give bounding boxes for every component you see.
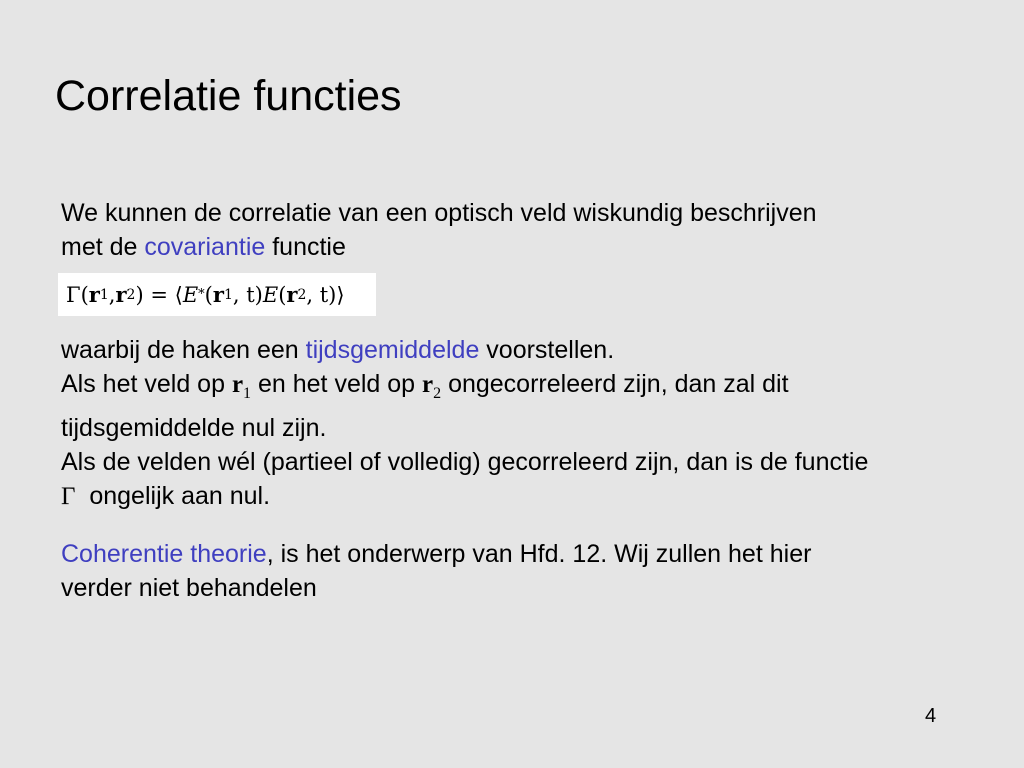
explanation-line-2-c: ongecorreleerd zijn, dan zal dit	[441, 370, 789, 398]
coherence-line-2: verder niet behandelen	[61, 574, 317, 602]
formula-r2b-sub: 2	[297, 286, 307, 303]
intro-line-2-post: functie	[265, 233, 346, 261]
formula-r1b: r	[212, 282, 224, 307]
formula-star: *	[198, 287, 205, 302]
formula-r2-sub: 2	[126, 286, 136, 303]
page-number: 4	[925, 705, 937, 727]
formula-open2: (	[204, 282, 213, 307]
covariance-formula	[58, 273, 376, 316]
slide-title: Correlatie functies	[55, 72, 402, 120]
intro-paragraph	[61, 196, 1011, 264]
explanation-line-2-a: Als het veld op	[61, 370, 232, 398]
coherence-line-1	[61, 537, 1011, 571]
formula-e-star: E	[182, 282, 199, 307]
explanation-line-2-b: en het veld op	[251, 370, 423, 398]
covariantie-term: covariantie	[144, 233, 266, 261]
r2-symbol-sub: 2	[433, 385, 442, 402]
explanation-line-4: Als de velden wél (partieel of volledig) gecorreleerd zijn, dan is de functie	[61, 448, 869, 476]
formula-gamma: Γ	[66, 282, 81, 307]
tijdsgemiddelde-term: tijdsgemiddelde	[305, 336, 480, 364]
formula-r1b-sub: 1	[223, 286, 233, 303]
r2-symbol: r	[422, 371, 434, 398]
formula-r1-sub: 1	[99, 286, 109, 303]
intro-line-2-pre: met de	[61, 233, 145, 261]
formula-r2: r	[115, 282, 127, 307]
coherence-paragraph	[61, 537, 1011, 605]
formula-open: (	[80, 282, 89, 307]
formula-close-eq: ) = ⟨	[135, 282, 183, 307]
formula-open3: (	[278, 282, 287, 307]
formula-comma: ,	[108, 282, 116, 307]
explanation-line-1-post: voorstellen.	[479, 336, 615, 364]
r1-symbol: r	[231, 371, 244, 398]
coherentie-theorie-term: Coherentie theorie	[61, 540, 267, 568]
formula-t2: , t)⟩	[306, 282, 345, 307]
explanation-paragraph	[61, 333, 1011, 514]
formula-t1: , t)	[232, 282, 263, 307]
gamma-symbol: Γ	[61, 483, 76, 510]
explanation-line-3: tijdsgemiddelde nul zijn.	[61, 414, 327, 442]
explanation-line-5-text: ongelijk aan nul.	[75, 482, 271, 510]
explanation-line-2	[61, 367, 1011, 411]
formula-r1: r	[88, 282, 100, 307]
coherence-line-1-post: , is het onderwerp van Hfd. 12. Wij zullen het hier	[266, 540, 812, 568]
intro-line-2	[61, 230, 1011, 264]
explanation-line-1	[61, 333, 1011, 367]
formula-r2b: r	[286, 282, 298, 307]
explanation-line-5	[61, 479, 1011, 514]
intro-line-1: We kunnen de correlatie van een optisch veld wiskundig beschrijven	[61, 199, 817, 227]
formula-e2: E	[262, 282, 279, 307]
explanation-line-1-pre: waarbij de haken een	[61, 336, 306, 364]
r1-symbol-sub: 1	[243, 385, 252, 402]
